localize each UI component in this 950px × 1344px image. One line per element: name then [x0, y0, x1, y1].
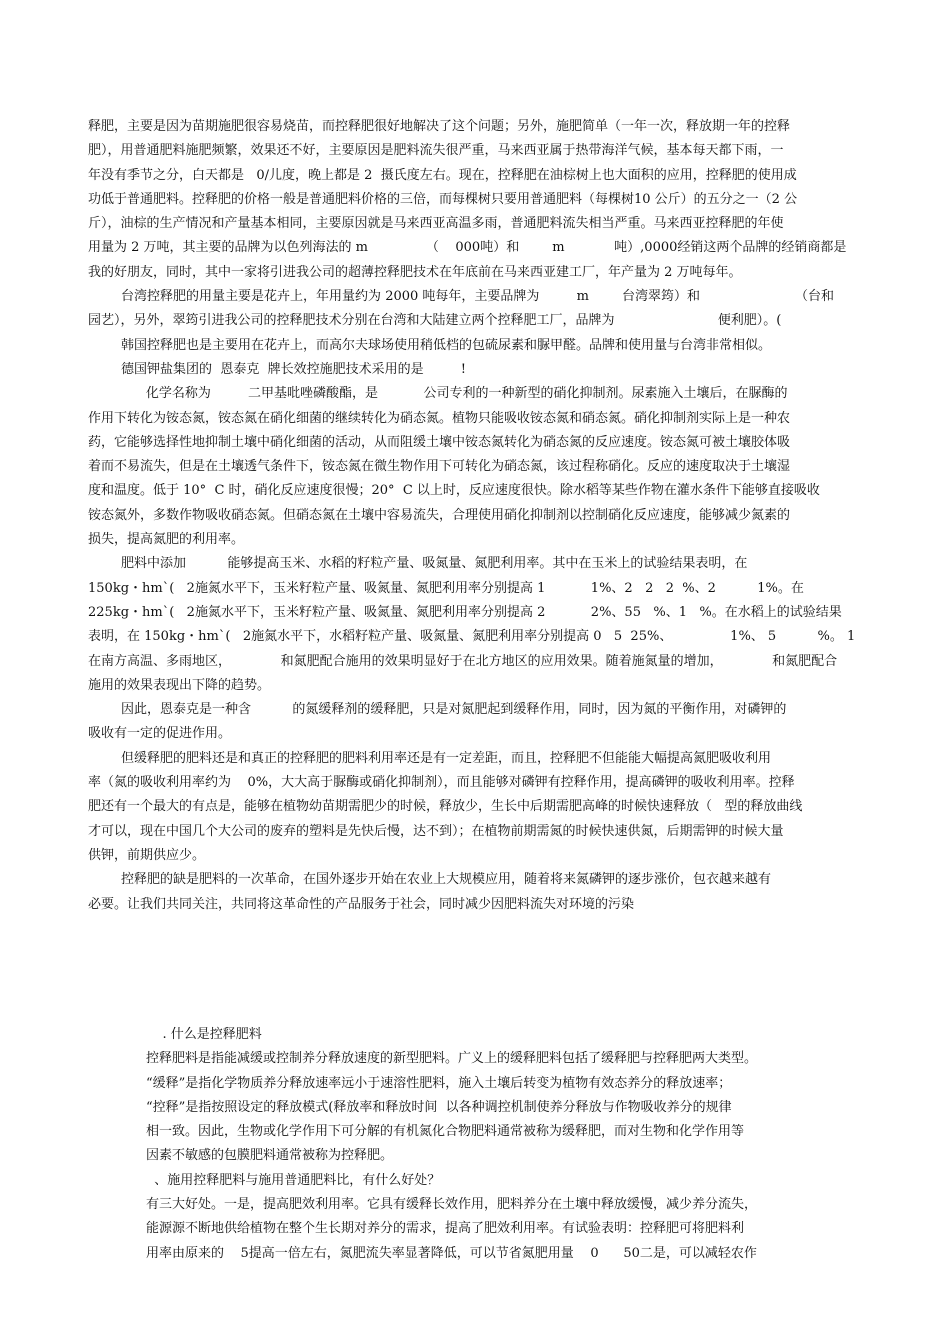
text-line: 园艺），另外，翠筠引进我公司的控释肥技术分别在台湾和大陆建立两个控释肥工厂，品牌为 便利肥）。( [88, 313, 782, 329]
text-line: 率（氮的吸收利用率约为 0%，大大高于脲酶或硝化抑制剂），而且能够对磷钾有控释作用，提高磷钾的吸收利用率。控释 [88, 775, 795, 791]
text-line: 225kg・hm`( 2施氮水平下，玉米籽粒产量、吸氮量、氮肥利用率分别提高 2 2%、55 %、1 %。在水稻上的试验结果 [88, 604, 842, 620]
text-line: 药，它能够选择性地抑制土壤中硝化细菌的活动，从而阻缓土壤中铵态氮转化为硝态氮的反应速度。铵态氮可被土壤胶体吸 [88, 434, 791, 450]
text-line: 斤），油棕的生产情况和产量基本相同，主要原因就是马来西亚高温多雨，普通肥料流失相当严重。马来西亚控释肥的年使 [88, 216, 784, 232]
text-line: 表明，在 150kg・hm`( 2施氮水平下，水稻籽粒产量、吸氮量、氮肥利用率分别提高 0 5 25%、 1%、 5 %。 1 [88, 629, 856, 645]
text-line: 才可以，现在中国几个大公司的废弃的塑料是先快后慢，达不到）；在植物前期需氮的时候快速供氮，后期需钾的时候大量 [88, 823, 784, 839]
text-line: 肥还有一个最大的有点是，能够在植物幼苗期需肥少的时候，释放少，生长中后期需肥高峰的时候快速释放（ 型的释放曲线 [88, 799, 803, 815]
text-line: 度和温度。低于 10° C 时，硝化反应速度很慢；20° C 以上时，反应速度很快。除水稻等某些作物在灌水条件下能够直接吸收 [88, 483, 820, 499]
text-line: 我的好朋友，同时，其中一家将引进我公司的超薄控释肥技术在年底前在马来西亚建工厂，年产量为 2 万吨每年。 [88, 264, 742, 280]
text-line: 肥），用普通肥料施肥频繁，效果还不好，主要原因是肥料流失很严重，马来西亚属于热带海洋气候，基本每天都下雨，一 [88, 143, 784, 159]
text-line: 因素不敏感的包膜肥料通常被称为控释肥。 [146, 1148, 394, 1164]
text-line: 有三大好处。一是，提高肥效利用率。它具有缓释长效作用，肥料养分在土壤中释放缓慢，减少养分流失， [146, 1197, 758, 1213]
text-line: 供钾，前期供应少。 [88, 847, 206, 863]
text-line: 150kg・hm`( 2施氮水平下，玉米籽粒产量、吸氮量、氮肥利用率分别提高 1 1%、2 2 2 %、2 1%。在 [88, 580, 804, 596]
section-heading: 、施用控释肥料与施用普通肥料比，有什么好处？ [146, 1172, 441, 1188]
text-line: 用率由原来的 5提高一倍左右，氮肥流失率显著降低，可以节省氮肥用量 0 50二是，可以减轻农作 [146, 1245, 757, 1261]
qa-section-body [146, 1023, 818, 1266]
text-line: 肥料中添加 能够提高玉米、水稻的籽粒产量、吸氮量、氮肥利用率。其中在玉米上的试验结果表明，在 [88, 556, 748, 572]
text-line: 相一致。因此，生物或化学作用下可分解的有机氮化合物肥料通常被称为缓释肥，而对生物和化学作用等 [146, 1124, 745, 1140]
text-line: 释肥，主要是因为苗期施肥很容易烧苗，而控释肥很好地解决了这个问题；另外，施肥简单（一年一次，释放期一年的控释 [88, 119, 791, 134]
text-line: 能源源不断地供给植物在整个生长期对养分的需求，提高了肥效利用率。有试验表明：控释肥可将肥料利 [146, 1221, 745, 1237]
text-line: 施用的效果表现出下降的趋势。 [88, 677, 271, 693]
text-line: 因此，恩泰克是一种含 的氮缓释剂的缓释肥，只是对氮肥起到缓释作用，同时，因为氮的平衡作用，对磷钾的 [88, 702, 787, 718]
text-line: 作用下转化为铵态氮，铵态氮在硝化细菌的继续转化为硝态氮。植物只能吸收铵态氮和硝态氮。硝化抑制剂实际上是一种农 [88, 410, 791, 426]
text-line: 吸收有一定的促进作用。 [88, 726, 232, 742]
text-line: 控释肥料是指能减缓或控制养分释放速度的新型肥料。广义上的缓释肥料包括了缓释肥与控释肥两大类型。 [146, 1051, 758, 1067]
text-line: 化学名称为 二甲基吡唑磷酸酯，是 公司专利的一种新型的硝化抑制剂。尿素施入土壤后，在脲酶的 [88, 386, 788, 402]
text-line: 着而不易流失，但是在土壤透气条件下，铵态氮在微生物作用下可转化为硝态氮，该过程称硝化。反应的速度取决于土壤湿 [88, 459, 791, 475]
text-line: 用量为 2 万吨，其主要的品牌为以色列海法的 m （ 000吨）和 m 吨）,0000经销这两个品牌的经销商都是 [88, 240, 847, 256]
article-section-body [88, 115, 860, 917]
text-line: 德国钾盐集团的 恩泰克 牌长效控施肥技术采用的是 ! [88, 361, 467, 377]
text-line: 但缓释肥的肥料还是和真正的控释肥的肥料利用率还是有一定差距，而且，控释肥不但能能大幅提高氮肥吸收利用 [88, 750, 772, 766]
text-line: 台湾控释肥的用量主要是花卉上，年用量约为 2000 吨每年，主要品牌为 m 台湾翠筠）和 （台和 [88, 289, 835, 305]
text-line: “缓释”是指化学物质养分释放速率远小于速溶性肥料，施入土壤后转变为植物有效态养分的释放速率； [146, 1075, 732, 1091]
text-line: 韩国控释肥也是主要用在花卉上，而高尔夫球场使用稍低档的包硫尿素和脲甲醛。品牌和使用量与台湾非常相似。 [88, 337, 772, 353]
text-line: 损失，提高氮肥的利用率。 [88, 532, 245, 548]
text-line: 控释肥的缺是肥料的一次革命，在国外逐步开始在农业上大规模应用，随着将来氮磷钾的逐步涨价，包衣越来越有 [88, 872, 772, 888]
section-heading: . 什么是控释肥料 [146, 1027, 262, 1042]
text-line: 年没有季节之分，白天都是 0/儿度，晚上都是 2 摄氏度左右。现在，控释肥在油棕树上也大面积的应用，控释肥的使用成 [88, 167, 797, 183]
text-line: 铵态氮外，多数作物吸收硝态氮。但硝态氮在土壤中容易流失，合理使用硝化抑制剂以控制硝化反应速度，能够减少氮素的 [88, 507, 791, 523]
text-line: 在南方高温、多雨地区， 和氮肥配合施用的效果明显好于在北方地区的应用效果。随着施氮量的增加， 和氮肥配合 [88, 653, 838, 669]
text-line: 功低于普通肥料。控释肥的价格一般是普通肥料价格的三倍，而每棵树只要用普通肥料（每棵树10 公斤）的五分之一（2 公 [88, 191, 798, 207]
text-line: 必要。让我们共同关注，共同将这革命性的产品服务于社会，同时减少因肥料流失对环境的污染 [88, 896, 635, 912]
text-line: “控释”是指按照设定的释放模式(释放率和释放时间 以各种调控机制使养分释放与作物吸收养分的规律 [146, 1099, 732, 1115]
